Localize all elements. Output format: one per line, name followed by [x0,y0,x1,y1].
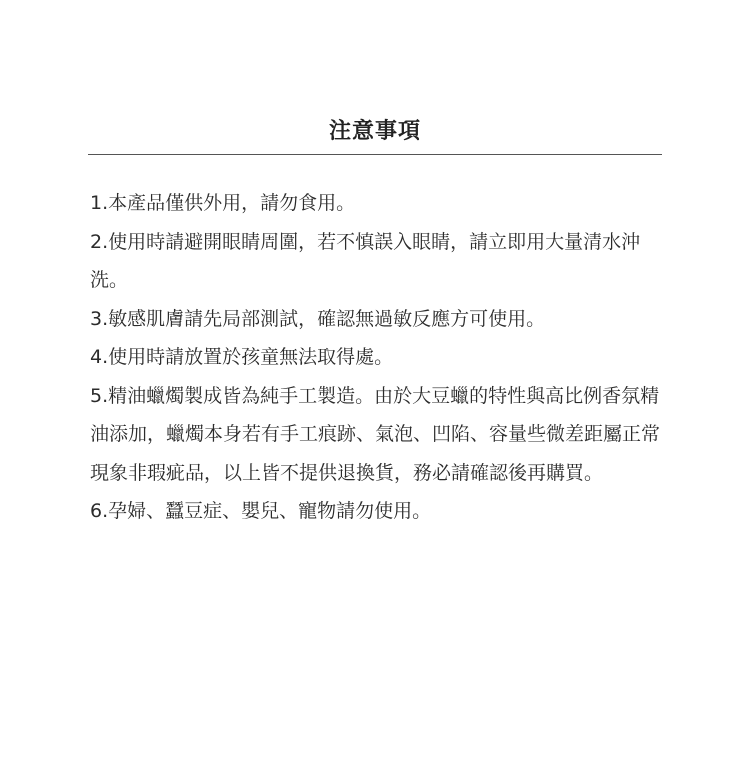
notice-list [88,184,662,531]
notice-item-2: 2.使用時請避開眼睛周圍，若不慎誤入眼睛，請立即用大量清水沖洗。 [90,230,641,291]
notice-item-1: 1.本產品僅供外用，請勿食用。 [90,192,356,214]
notice-item-5: 5.精油蠟燭製成皆為純手工製造。由於大豆蠟的特性與高比例香氛精油添加，蠟燭本身若有手工痕跡、氣泡、凹陷、容量些微差距屬正常現象非瑕疵品，以上皆不提供退換貨，務必請確認後再購買。 [90,384,661,484]
notice-item-6: 6.孕婦、蠶豆症、嬰兒、寵物請勿使用。 [90,500,432,522]
notice-title: 注意事項 [328,119,421,144]
title-divider [88,154,662,155]
notice-item-3: 3.敏感肌膚請先局部測試，確認無過敏反應方可使用。 [90,307,546,330]
notice-item-4: 4.使用時請放置於孩童無法取得處。 [90,346,394,368]
notice-section [88,112,662,531]
